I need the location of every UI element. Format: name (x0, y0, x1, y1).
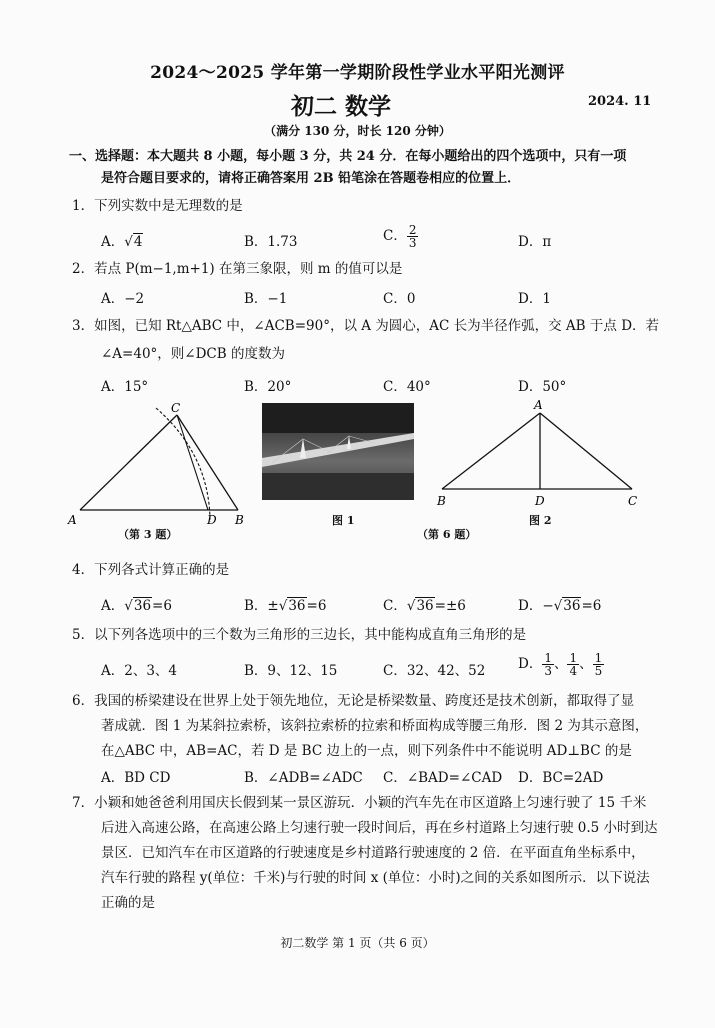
q4-b-result: =6 (306, 598, 327, 614)
q5-d-label: D． (518, 656, 543, 672)
q7-stem-line4: 汽车行驶的路程 y(单位：千米)与行驶的时间 x (单位：小时)之间的关系如图所示．以下说法 (101, 870, 650, 886)
q5-d-sep-1: 、 (553, 656, 568, 672)
q3-option-c: C．40° (383, 379, 431, 395)
q5-d-frac-3 (593, 652, 605, 677)
q4-b-prefix: B．± (244, 598, 279, 614)
fig2-side-ac (540, 413, 632, 489)
q6-option-a: A．BD CD (101, 770, 171, 786)
score-time-note: （满分 130 分，时长 120 分钟） (264, 124, 451, 138)
q1-c-den: 3 (408, 236, 417, 250)
q4-c-prefix: C． (383, 598, 407, 614)
q5-stem: 5．以下列各选项中的三个数为三角形的三边长，其中能构成直角三角形的是 (72, 627, 527, 643)
q2-option-c: C．0 (383, 291, 416, 307)
q5-d-frac-2 (567, 652, 579, 677)
q4-c-result: =±6 (434, 598, 466, 614)
q5-d-n2: 1 (569, 651, 578, 665)
q7-stem-line1: 7．小颖和她爸爸利用国庆长假到某一景区游玩．小颖的汽车先在市区道路上匀速行驶了 15 千米 (72, 795, 647, 811)
q3-option-b: B．20° (244, 379, 292, 395)
q5-option-d (518, 652, 604, 677)
q1-a-label: A． (101, 234, 125, 250)
q5-d-d2: 4 (569, 664, 578, 678)
q4-c-radicand: 36 (416, 598, 434, 614)
photo-sky (262, 403, 414, 433)
fig3-caption: （第 3 题） (118, 528, 178, 541)
q7-stem-line2: 后进入高速公路，在高速公路上匀速行驶一段时间后，再在乡村道路上匀速行驶 0.5 小时到达 (101, 820, 658, 836)
fig3-segment-cd (177, 415, 208, 510)
q4-option-b: B．±√36=6 (244, 598, 327, 614)
fig3-label-d: D (207, 513, 217, 527)
q5-option-a: A．2、3、4 (101, 663, 178, 679)
q5-d-frac-1 (542, 652, 554, 677)
q4-a-radicand: 36 (133, 598, 152, 614)
q2-option-d: D．1 (518, 291, 551, 307)
q2-stem: 2．若点 P(m−1,m+1) 在第三象限，则 m 的值可以是 (72, 261, 403, 277)
fig2-label-c: C (628, 494, 638, 508)
q1-a-radicand: 4 (133, 234, 143, 250)
figure-q3-triangle (60, 400, 260, 540)
q7-stem-line5: 正确的是 (101, 895, 155, 911)
q4-b-radicand: 36 (288, 598, 306, 614)
fig3-side-cb (177, 415, 238, 510)
q1-c-num: 2 (408, 223, 417, 237)
exam-date: 2024. 11 (588, 94, 652, 109)
q4-d-result: =6 (581, 598, 602, 614)
q1-option-c (383, 224, 418, 249)
bridge-photo-drawing (262, 403, 414, 500)
page-footer: 初二数学 第 1 页（共 6 页） (280, 936, 435, 950)
fig2-label-d: D (535, 494, 545, 508)
q5-d-d3: 5 (594, 664, 603, 678)
q2-option-b: B．−1 (244, 291, 288, 307)
q5-d-n1: 1 (544, 651, 552, 665)
q6-option-c: C．∠BAD=∠CAD (383, 770, 503, 786)
q5-d-d1: 3 (544, 664, 552, 678)
q1-option-a: A．√4 (101, 234, 143, 250)
q2-option-a: A．−2 (101, 291, 145, 307)
q4-a-prefix: A． (101, 598, 125, 614)
q1-c-label: C． (383, 228, 407, 244)
q1-c-fraction (407, 224, 419, 249)
q3-option-a: A．15° (101, 379, 149, 395)
q1-option-d: D．π (518, 234, 552, 250)
fig1-caption: 图 1 (332, 514, 355, 527)
q7-stem-line3: 景区．已知汽车在市区道路的行驶速度是乡村道路行驶速度的 2 倍．在平面直角坐标系中， (101, 845, 645, 861)
q5-d-sep-2: 、 (579, 656, 593, 672)
q4-option-d: D．−√36=6 (518, 598, 602, 614)
fig2-label-b: B (437, 494, 446, 508)
fig2-side-ab (442, 413, 540, 489)
q5-option-b: B．9、12、15 (244, 663, 338, 679)
fig2-caption: 图 2 (529, 514, 552, 527)
q6-stem-line1: 6．我国的桥梁建设在世界上处于领先地位，无论是桥梁数量、跨度还是技术创新，都取得了显 (72, 693, 635, 709)
q6-option-b: B．∠ADB=∠ADC (244, 770, 363, 786)
q4-a-result: =6 (152, 598, 172, 614)
bridge-photo (262, 403, 414, 500)
section-instructions-line2: 是符合题目要求的，请将正确答案用 2B 铅笔涂在答题卷相应的位置上． (101, 171, 521, 186)
q5-option-c: C．32、42、52 (383, 663, 486, 679)
fig3-side-ac (80, 415, 177, 510)
fig2-label-a: A (534, 398, 543, 412)
figure-2-isosceles (430, 395, 650, 525)
q4-stem: 4．下列各式计算正确的是 (72, 562, 230, 578)
q4-d-prefix: D．− (518, 598, 554, 614)
exam-title: 2024～2025 学年第一学期阶段性学业水平阳光测评 (150, 63, 565, 83)
bridge-deck (262, 433, 414, 467)
q1-option-b: B．1.73 (244, 234, 298, 250)
fig3-label-a: A (68, 513, 77, 527)
q5-d-n3: 1 (594, 651, 603, 665)
q6-option-d: D．BC=2AD (518, 770, 604, 786)
fig3-label-c: C (171, 401, 181, 415)
q4-d-radicand: 36 (563, 598, 581, 614)
q4-option-c: C．√36=±6 (383, 598, 466, 614)
q6-stem-line3: 在△ABC 中，AB=AC，若 D 是 BC 边上的一点，则下列条件中不能说明 AD⊥BC 的是 (101, 743, 632, 759)
q6-stem-line2: 著成就．图 1 为某斜拉索桥，该斜拉索桥的拉索和桥面构成等腰三角形．图 2 为其示意图， (101, 718, 649, 734)
q3-option-d: D．50° (518, 379, 567, 395)
q3-stem-line1: 3．如图，已知 Rt△ABC 中，∠ACB=90°，以 A 为圆心，AC 长为半径作弧，交 AB 于点 D．若 (72, 318, 660, 334)
photo-water (262, 473, 414, 500)
fig6-caption: （第 6 题） (417, 528, 477, 541)
subject-heading: 初二 数学 (291, 93, 392, 120)
section-instructions-line1: 一、选择题：本大题共 8 小题，每小题 3 分，共 24 分．在每小题给出的四个选项中，只有一项 (69, 149, 627, 164)
fig3-label-b: B (235, 513, 244, 527)
q4-option-a: A．√36=6 (101, 598, 172, 614)
q3-stem-line2: ∠A=40°，则∠DCB 的度数为 (101, 346, 285, 362)
q1-stem: 1．下列实数中是无理数的是 (72, 198, 243, 214)
